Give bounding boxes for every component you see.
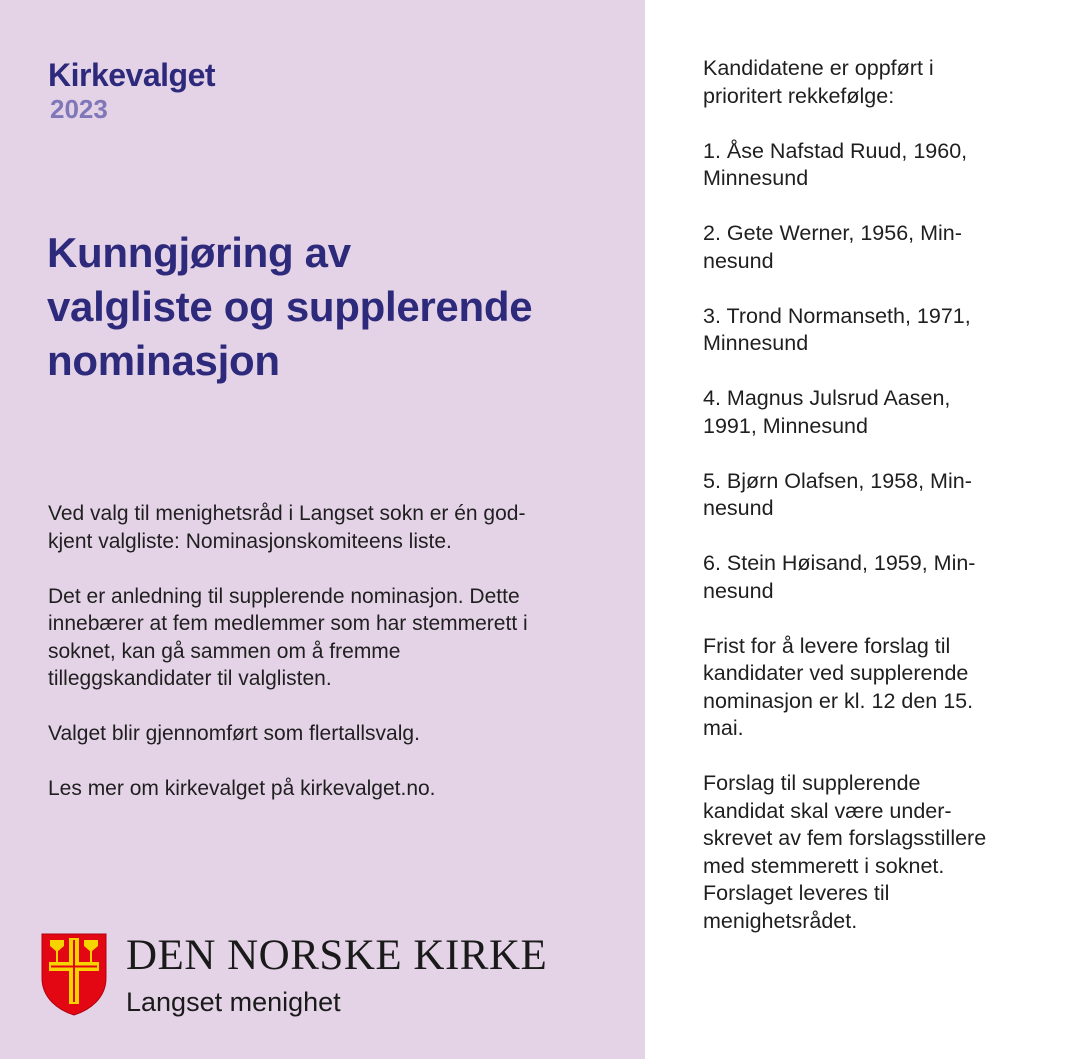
- text-line: 3. Trond Normanseth, 1971,: [703, 303, 971, 328]
- list-intro: [703, 55, 1048, 110]
- candidate-item: [703, 550, 1048, 605]
- parish-name: Langset menighet: [126, 987, 341, 1017]
- text-line: 5. Bjørn Olafsen, 1958, Min-: [703, 468, 972, 493]
- text-line: nominasjon er kl. 12 den 15.: [703, 688, 974, 713]
- nomination-paragraph: [48, 583, 608, 693]
- text-line: kandidat skal være under-: [703, 798, 952, 823]
- candidate-column: [703, 55, 1048, 963]
- text-line: nesund: [703, 496, 774, 520]
- text-line: 4. Magnus Julsrud Aasen,: [703, 386, 951, 410]
- brand-year: 2023: [50, 94, 108, 124]
- candidate-item: [703, 303, 1048, 358]
- text-line: kjent valgliste: Nominasjonskomiteens liste.: [48, 529, 452, 553]
- title-line: nominasjon: [47, 337, 280, 384]
- text-line: soknet, kan gå sammen om å fremme: [48, 639, 401, 663]
- shield-cross-icon: [40, 932, 108, 1016]
- text-line: Valget blir gjennomført som flertallsvalg.: [48, 722, 420, 745]
- announcement-body: [48, 500, 608, 830]
- text-line: mai.: [703, 716, 744, 740]
- text-line: prioritert rekkefølge:: [703, 83, 895, 108]
- deadline-paragraph: [703, 633, 1048, 743]
- text-line: kandidater ved supplerende: [703, 661, 969, 685]
- text-line: Det er anledning til supplerende nominasjon. Dette: [48, 584, 520, 608]
- text-line: 1991, Minnesund: [703, 413, 868, 438]
- text-line: nesund: [703, 248, 774, 273]
- title-line: Kunngjøring av: [47, 229, 351, 276]
- text-line: menighetsrådet.: [703, 908, 858, 933]
- text-line: tilleggskandidater til valglisten.: [48, 667, 332, 690]
- text-line: Forslag til supplerende: [703, 771, 921, 795]
- text-line: Frist for å levere forslag til: [703, 633, 951, 658]
- candidate-item: [703, 138, 1048, 193]
- text-line: skrevet av fem forslagsstillere: [703, 826, 987, 850]
- signing-paragraph: [703, 770, 1048, 935]
- election-method-paragraph: [48, 720, 608, 748]
- text-line: med stemmerett i soknet.: [703, 853, 945, 878]
- org-name: DEN NORSKE KIRKE: [126, 932, 548, 979]
- text-line: nesund: [703, 578, 774, 603]
- text-line: Minnesund: [703, 331, 809, 355]
- candidate-item: [703, 220, 1048, 275]
- candidate-item: [703, 468, 1048, 523]
- text-line: 6. Stein Høisand, 1959, Min-: [703, 551, 976, 575]
- text-line: 1. Åse Nafstad Ruud, 1960,: [703, 138, 968, 163]
- text-line: Kandidatene er oppført i: [703, 56, 934, 80]
- valid-list-paragraph: [48, 500, 608, 555]
- text-line: 2. Gete Werner, 1956, Min-: [703, 221, 962, 245]
- text-line: Minnesund: [703, 166, 809, 190]
- text-line: Les mer om kirkevalget på kirkevalget.no.: [48, 777, 436, 800]
- read-more-paragraph: [48, 775, 608, 803]
- text-line: Ved valg til menighetsråd i Langset sokn er én god-: [48, 502, 526, 525]
- text-line: Forslaget leveres til: [703, 881, 890, 905]
- page-title: [47, 226, 627, 388]
- text-line: innebærer at fem medlemmer som har stemmerett i: [48, 612, 528, 635]
- brand-title: Kirkevalget: [48, 57, 216, 93]
- title-line: valgliste og supplerende: [47, 283, 533, 330]
- candidate-item: [703, 385, 1048, 440]
- church-logo: [40, 932, 640, 1022]
